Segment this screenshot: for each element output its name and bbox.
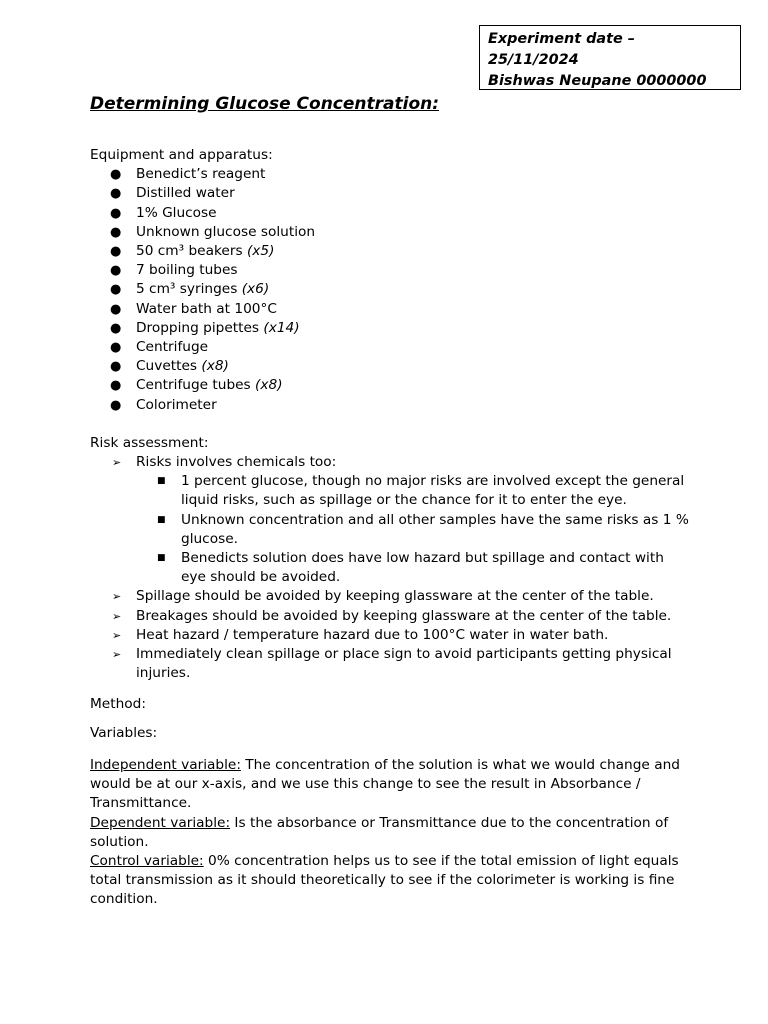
list-item: ■ Unknown concentration and all other samples have the same risks as 1 % glucose.: [157, 511, 689, 547]
disc-bullet-icon: ●: [110, 224, 122, 240]
list-item: ● Unknown glucose solution: [90, 223, 690, 242]
list-item: ● Benedict’s reagent: [90, 165, 690, 184]
disc-bullet-icon: ●: [110, 320, 122, 336]
list-item: ● 50 cm³ beakers (x5): [90, 242, 690, 261]
risk-list: [90, 453, 690, 472]
list-item: ● 1% Glucose: [90, 204, 690, 223]
square-bullet-icon: ■: [157, 514, 166, 525]
disc-bullet-icon: ●: [110, 397, 122, 413]
list-item: ● Dropping pipettes (x14): [90, 319, 690, 338]
chemical-risk-list: [90, 472, 690, 587]
list-item: ■ 1 percent glucose, though no major risks are involved except the general liquid risks, such as spillage or the chance for it to enter the eye.: [157, 473, 685, 509]
list-item: ➢ Breakages should be avoided by keeping glassware at the center of the table.: [90, 607, 690, 626]
arrow-bullet-icon: ➢: [112, 590, 122, 604]
dependent-variable: Dependent variable: Is the absorbance or Transmittance due to the concentration of solution.: [90, 814, 669, 850]
list-item: ■ Benedicts solution does have low hazard but spillage and contact with eye should be avoided.: [157, 550, 664, 586]
page-title: Determining Glucose Concentration:: [90, 94, 440, 114]
independent-label: Independent variable:: [90, 756, 241, 773]
disc-bullet-icon: ●: [110, 167, 122, 183]
list-item: ➢ Spillage should be avoided by keeping glassware at the center of the table.: [90, 587, 690, 606]
list-item: ➢ Immediately clean spillage or place sign to avoid participants getting physical injuries.: [112, 646, 672, 682]
disc-bullet-icon: ●: [110, 244, 122, 260]
date-value: 25/11/2024: [488, 52, 579, 68]
hazard-list: [90, 587, 690, 683]
equipment-list: [90, 165, 690, 415]
equipment-heading: Equipment and apparatus:: [90, 147, 273, 163]
list-item: ● Cuvettes (x8): [90, 357, 690, 376]
control-variable: Control variable: 0% concentration helps us to see if the total emission of light equals total transmission as it should theoretically to see if the colorimeter is working is fine condition.: [90, 852, 679, 908]
disc-bullet-icon: ●: [110, 205, 122, 221]
date-label: Experiment date –: [488, 31, 635, 47]
disc-bullet-icon: ●: [110, 301, 122, 317]
list-item: ● Centrifuge: [90, 338, 690, 357]
disc-bullet-icon: ●: [110, 186, 122, 202]
document-body: [90, 92, 690, 910]
arrow-bullet-icon: ➢: [112, 609, 122, 623]
list-item: ● Centrifuge tubes (x8): [90, 376, 690, 395]
disc-bullet-icon: ●: [110, 378, 122, 394]
list-item: ● 7 boiling tubes: [90, 261, 690, 280]
disc-bullet-icon: ●: [110, 340, 122, 356]
author-line: Bishwas Neupane 0000000: [488, 73, 707, 89]
list-item: ● Water bath at 100°C: [90, 300, 690, 319]
list-item: ➢ Risks involves chemicals too:: [90, 453, 690, 472]
method-heading: Method:: [90, 696, 146, 713]
experiment-date-box: [479, 25, 741, 90]
independent-variable: Independent variable: The concentration of the solution is what we would change and would be at our x-axis, and we use this change to see the result in Absorbance / Transmittance.: [90, 756, 680, 812]
disc-bullet-icon: ●: [110, 359, 122, 375]
arrow-bullet-icon: ➢: [112, 456, 122, 470]
square-bullet-icon: ■: [157, 476, 166, 487]
variables-heading: Variables:: [90, 724, 158, 741]
arrow-bullet-icon: ➢: [112, 628, 122, 642]
control-label: Control variable:: [90, 852, 204, 869]
arrow-bullet-icon: ➢: [112, 648, 122, 662]
list-item: ➢ Heat hazard / temperature hazard due to 100°C water in water bath.: [90, 626, 690, 645]
disc-bullet-icon: ●: [110, 282, 122, 298]
variables-section: [90, 756, 690, 910]
list-item: ● Distilled water: [90, 184, 690, 203]
dependent-label: Dependent variable:: [90, 814, 231, 831]
list-item: ● 5 cm³ syringes (x6): [90, 280, 690, 299]
disc-bullet-icon: ●: [110, 263, 122, 279]
square-bullet-icon: ■: [157, 553, 166, 564]
risk-heading: Risk assessment:: [90, 434, 209, 451]
list-item: ● Colorimeter: [90, 396, 690, 415]
